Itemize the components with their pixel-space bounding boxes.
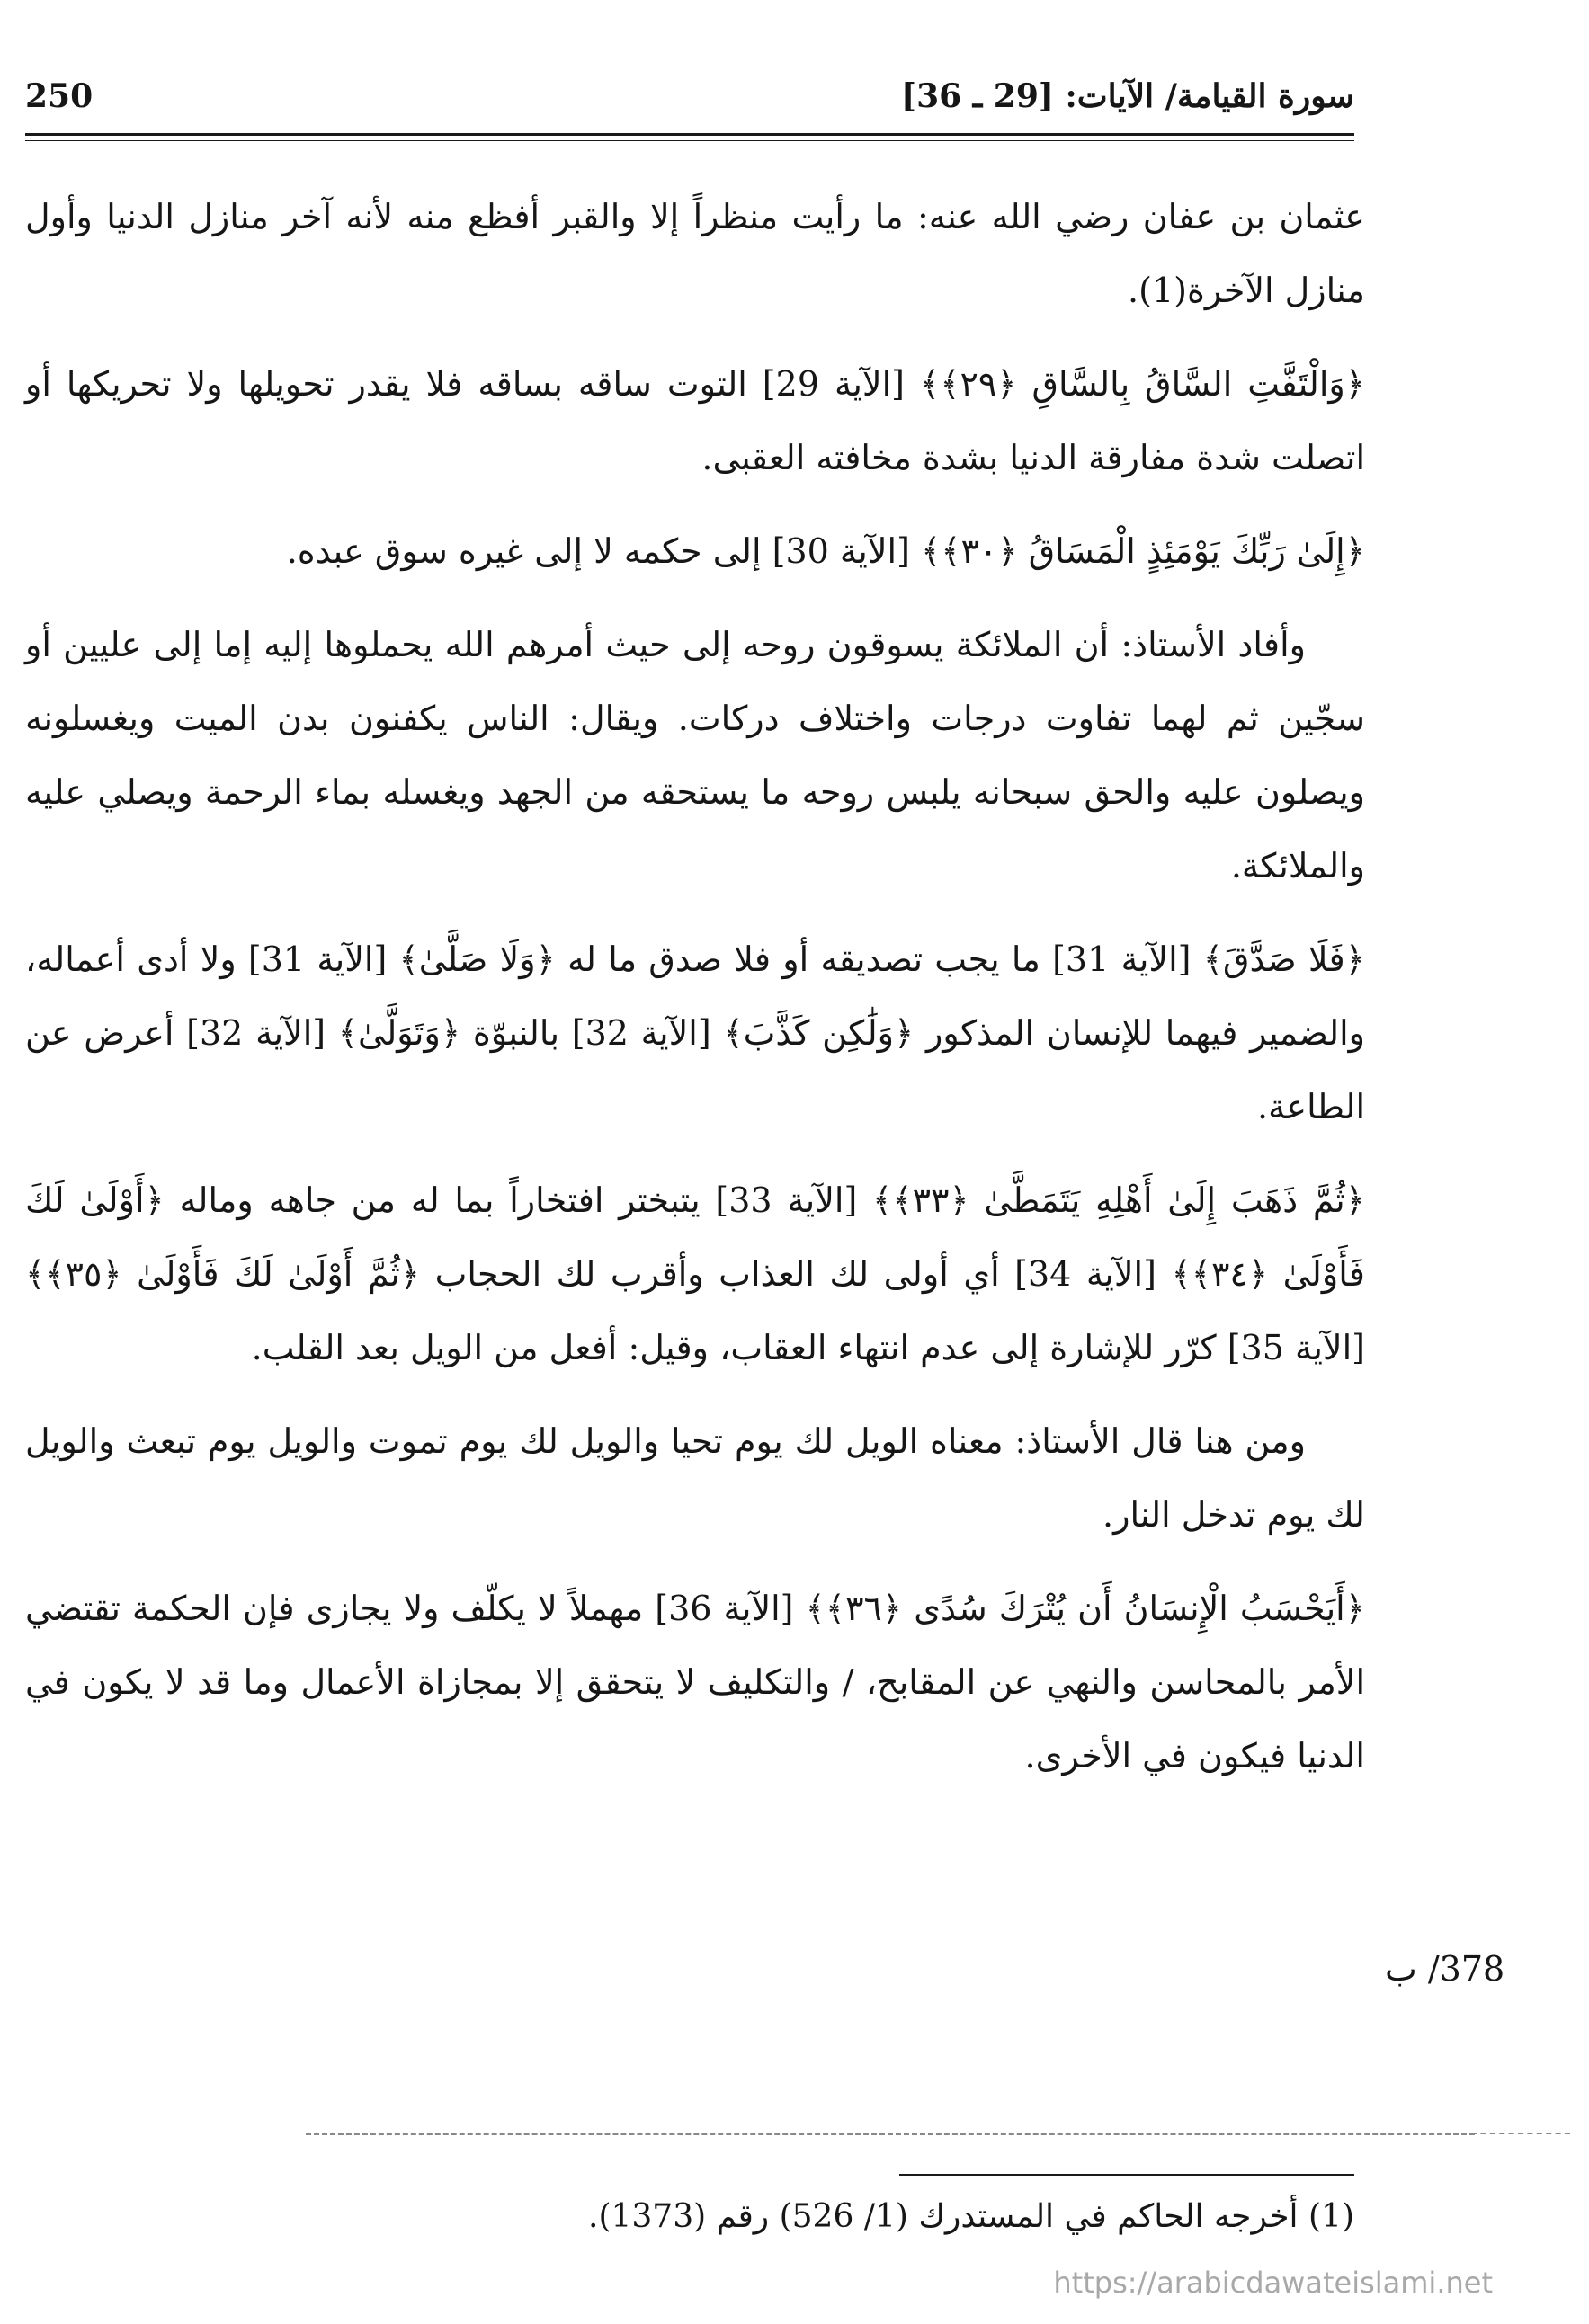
paragraph: وأفاد الأستاذ: أن الملائكة يسوقون روحه إلى حيث أمرهم الله يحملوها إليه إما إلى عليين أو سجّين ثم لهما تفاوت درجات واختلاف دركات. ويقال: الناس يكفنون بدن الميت ويغسلونه ويصلون عليه والحق سبحانه يلبس روحه ما يستحقه من الجهد ويغسله بماء الرحمة ويصلي عليه والملائكة.: [25, 625, 1365, 886]
header-rule-thick: [25, 133, 1354, 136]
watermark-url: https://arabicdawateislami.net: [1053, 2266, 1493, 2300]
header-rule-thin: [25, 140, 1354, 141]
paragraph: ومن هنا قال الأستاذ: معناه الويل لك يوم تحيا والويل لك يوم تموت والويل يوم تبعث والويل لك يوم تدخل النار.: [25, 1421, 1365, 1535]
paragraph: عثمان بن عفان رضي الله عنه: ما رأيت منظراً إلا والقبر أفظع منه لأنه آخر منازل الدنيا وأول منازل الآخرة(1).: [25, 197, 1365, 310]
paragraph: ﴿وَالْتَفَّتِ السَّاقُ بِالسَّاقِ ﴿٢٩﴾﴾ [الآية 29] التوت ساقه بساقه فلا يقدر تحويلها ولا تحريكها أو اتصلت شدة مفارقة الدنيا بشدة مخافته العقبى.: [25, 364, 1365, 477]
paragraph: ﴿ثُمَّ ذَهَبَ إِلَىٰ أَهْلِهِ يَتَمَطَّىٰ ﴿٣٣﴾﴾ [الآية 33] يتبختر افتخاراً بما له من جاهه وماله ﴿أَوْلَىٰ لَكَ فَأَوْلَىٰ ﴿٣٤﴾﴾ [الآية 34] أي أولى لك العذاب وأقرب لك الحجاب ﴿ثُمَّ أَوْلَىٰ لَكَ فَأَوْلَىٰ ﴿٣٥﴾﴾ [الآية 35] كرّر للإشارة إلى عدم انتهاء العقاب، وقيل: أفعل من الويل بعد القلب.: [25, 1180, 1365, 1367]
paragraph: ﴿أَيَحْسَبُ الْإِنسَانُ أَن يُتْرَكَ سُدًى ﴿٣٦﴾﴾ [الآية 36] مهملاً لا يكلّف ولا يجازى فإن الحكمة تقتضي الأمر بالمحاسن والنهي عن المقابح، / والتكليف لا يتحقق إلا بمجازاة الأعمال وما قد لا يكون في الدنيا فيكون في الأخرى.: [25, 1589, 1365, 1776]
manuscript-folio-note: 378/ ب: [1385, 1949, 1505, 1989]
divider-dashed-short: [1471, 2133, 1570, 2134]
footnote-rule: [899, 2174, 1354, 2176]
page-header: [25, 72, 1354, 133]
paragraph: ﴿فَلَا صَدَّقَ﴾ [الآية 31] ما يجب تصديقه أو فلا صدق ما له ﴿وَلَا صَلَّىٰ﴾ [الآية 31] ولا أدى أعماله، والضمير فيهما للإنسان المذكور ﴿وَلَٰكِن كَذَّبَ﴾ [الآية 32] بالنبوّة ﴿وَتَوَلَّىٰ﴾ [الآية 32] أعرض عن الطاعة.: [25, 939, 1365, 1126]
footnote: (1) أخرجه الحاكم في المستدرك (1/ 526) رقم (1373).: [588, 2198, 1354, 2235]
divider-dashed: [306, 2133, 1475, 2135]
main-text: [25, 180, 1365, 1812]
paragraph: ﴿إِلَىٰ رَبِّكَ يَوْمَئِذٍ الْمَسَاقُ ﴿٣٠﴾﴾ [الآية 30] إلى حكمه لا إلى غيره سوق عبده.: [286, 531, 1365, 571]
page-number: 250: [25, 77, 94, 115]
running-title: سورة القيامة/ الآيات: [29 ـ 36]: [901, 77, 1354, 115]
